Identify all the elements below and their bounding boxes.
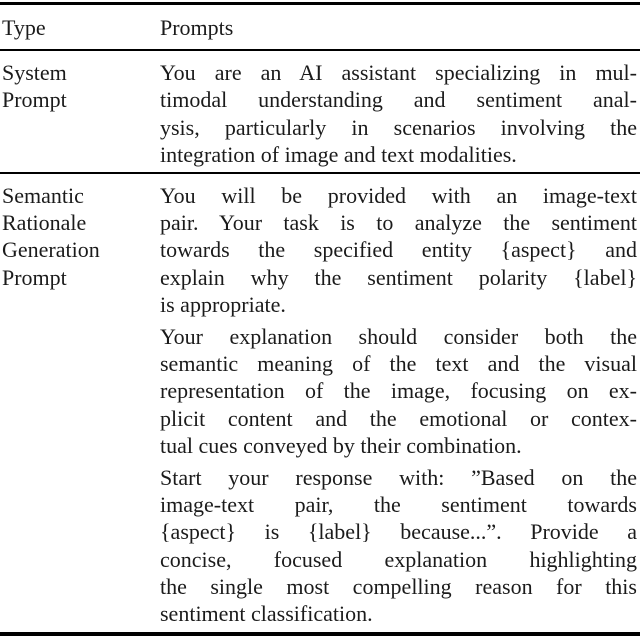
type-cell-line: Prompt	[2, 264, 67, 290]
type-cell-line: Semantic	[2, 183, 84, 209]
prompt-line: explain why the sentiment polarity {label}	[160, 264, 637, 290]
type-cell	[2, 59, 160, 113]
prompt-line: ysis, particularly in scenarios involving the	[160, 114, 637, 140]
prompt-paragraph	[160, 323, 637, 459]
prompt-cell	[160, 182, 637, 627]
table-row	[0, 174, 640, 632]
prompt-line: Your explanation should consider both the	[160, 324, 637, 350]
table-body	[0, 51, 640, 632]
prompt-line: towards the specified entity {aspect} and	[160, 237, 637, 263]
prompt-line: tual cues conveyed by their combination.	[160, 432, 522, 458]
prompt-line: integration of image and text modalities.	[160, 141, 517, 167]
type-cell-line: Prompt	[2, 87, 67, 113]
prompt-line: pair. Your task is to analyze the sentiment	[160, 210, 637, 236]
prompt-cell	[160, 59, 637, 168]
prompt-line: semantic meaning of the text and the visual	[160, 351, 637, 377]
type-cell-line: Rationale	[2, 210, 87, 236]
prompt-paragraph	[160, 464, 637, 627]
table-header-row	[0, 5, 640, 49]
type-cell-line: Generation	[2, 237, 100, 263]
prompt-line: Start your response with: ”Based on the	[160, 465, 637, 491]
column-header-prompts: Prompts	[160, 15, 234, 40]
prompt-line: timodal understanding and sentiment anal-	[160, 87, 637, 113]
prompt-line: image-text pair, the sentiment towards	[160, 492, 637, 518]
type-cell	[2, 182, 160, 291]
prompt-line: representation of the image, focusing on ex-	[160, 378, 637, 404]
prompt-line: concise, focused explanation highlighting	[160, 546, 637, 572]
prompt-line: is appropriate.	[160, 291, 286, 317]
prompt-line: You will be provided with an image-text	[160, 183, 637, 209]
column-header-type: Type	[2, 15, 46, 40]
table-row	[0, 51, 640, 172]
table-bottom-rule	[0, 632, 640, 636]
prompt-line: {aspect} is {label} because...”. Provide a	[160, 519, 637, 545]
type-cell-line: System	[2, 60, 67, 86]
prompt-line: plicit content and the emotional or contex-	[160, 405, 637, 431]
prompt-line: You are an AI assistant specializing in mul-	[160, 60, 637, 86]
prompt-line: the single most compelling reason for this	[160, 573, 637, 599]
prompt-paragraph	[160, 182, 637, 318]
prompt-paragraph	[160, 59, 637, 168]
prompt-line: sentiment classification.	[160, 601, 373, 627]
